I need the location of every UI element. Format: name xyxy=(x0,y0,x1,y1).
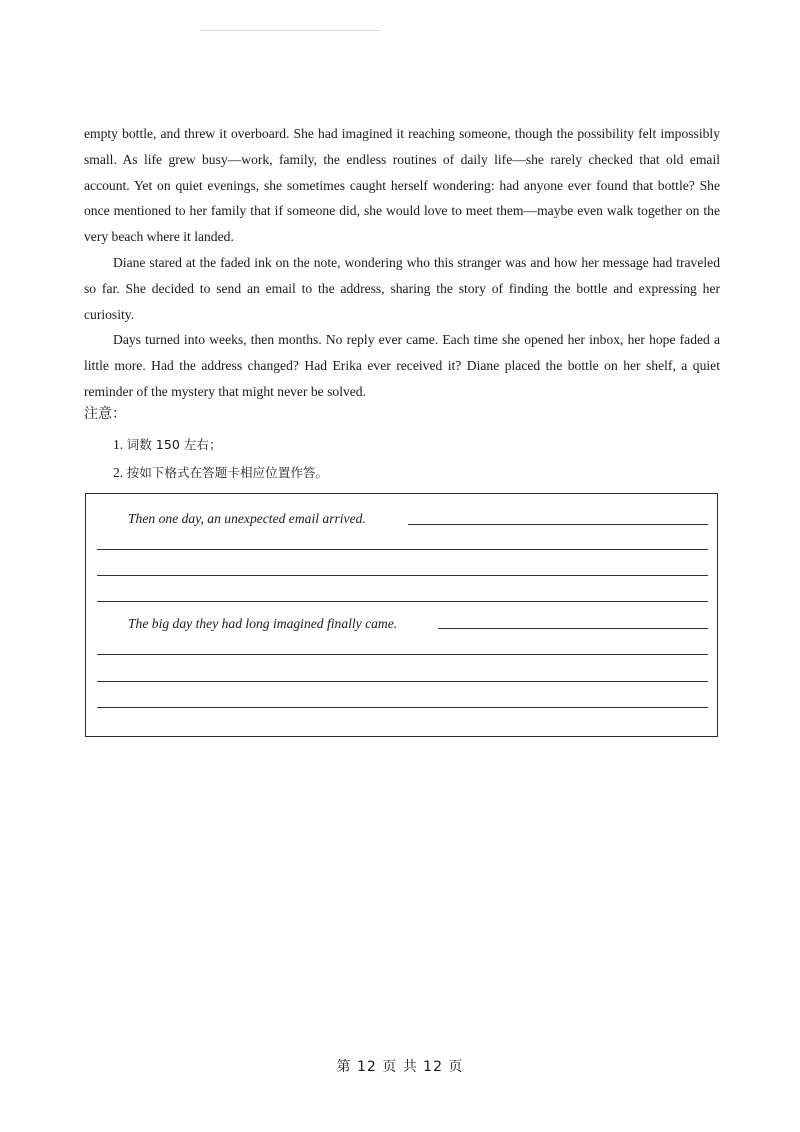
note-number: 1. xyxy=(113,437,124,452)
writing-line xyxy=(97,681,708,682)
writing-line xyxy=(97,549,708,550)
writing-line xyxy=(97,707,708,708)
note-text: 按如下格式在答题卡相应位置作答。 xyxy=(126,465,329,480)
passage-paragraph-2: Diane stared at the faded ink on the note, wondering who this stranger was and how her message had traveled so far. She decided to send an email to the address, sharing the story of finding the bottle and expressing her curiosity. xyxy=(84,254,720,322)
note-item xyxy=(113,434,222,456)
passage-paragraph-3: Days turned into weeks, then months. No reply ever came. Each time she opened her inbox, her hope faded a little more. Had the address changed? Had Erika ever received it? Diane placed the bottle on her shelf, a quiet reminder of the mystery that might never be solved. xyxy=(84,332,720,399)
notes-title: 注意： xyxy=(84,406,126,422)
reading-passage xyxy=(84,121,720,405)
writing-line xyxy=(438,628,708,629)
scan-smudge xyxy=(200,30,380,31)
note-number: 2. xyxy=(113,465,124,480)
note-text: 词数 150 左右； xyxy=(126,437,222,452)
writing-line xyxy=(97,654,708,655)
writing-line xyxy=(408,524,708,525)
writing-line xyxy=(97,575,708,576)
answer-box xyxy=(85,493,718,737)
continuation-prompt-2: The big day they had long imagined finally came. xyxy=(128,616,398,631)
continuation-prompt-1: Then one day, an unexpected email arrived. xyxy=(128,511,366,526)
passage-paragraph-1: empty bottle, and threw it overboard. She had imagined it reaching someone, though the possibility felt impossibly small. As life grew busy—work, family, the endless routines of daily life—she rarely checked that old email account. Yet on quiet evenings, she sometimes caught herself wondering: had anyone ever found that bottle? She once mentioned to her family that if someone did, she would love to meet them—maybe even walk together on the very beach where it landed. xyxy=(84,126,720,245)
note-item xyxy=(113,462,328,484)
writing-line xyxy=(97,601,708,602)
page-number: 第 12 页 共 12 页 xyxy=(336,1059,464,1075)
